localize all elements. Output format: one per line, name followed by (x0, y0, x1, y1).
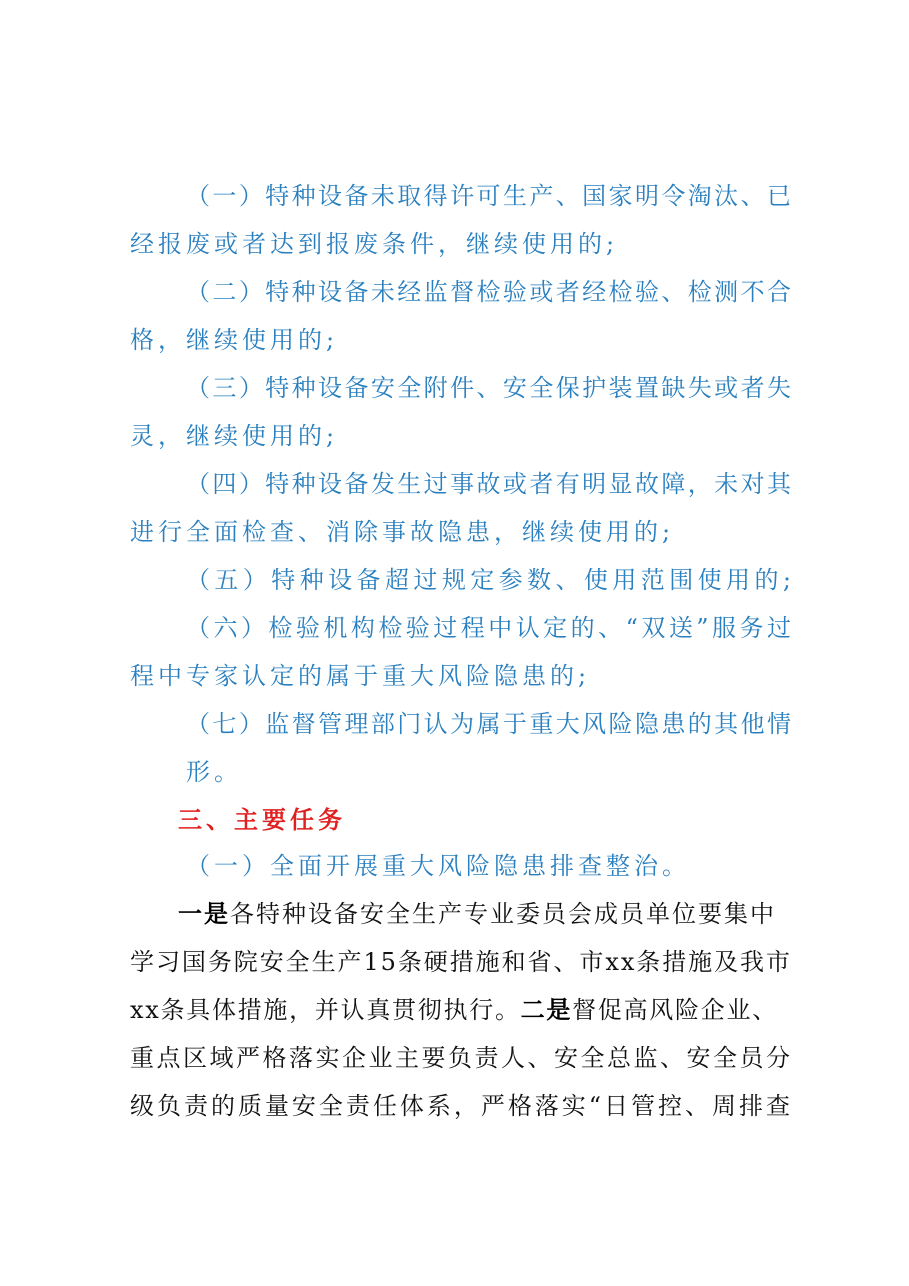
section-heading: 三、主要任务 (178, 805, 346, 834)
paragraph-text: 各特种设备安全生产专业委员会成员单位要集中 (230, 900, 776, 928)
list-item-5-line-1: （五）特种设备超过规定参数、使用范围使用的; (186, 566, 796, 594)
paragraph-line-3 (130, 986, 790, 1034)
paragraph-line-1 (178, 890, 790, 938)
paragraph-text: 督促高风险企业、 (572, 996, 778, 1024)
list-item-6-line-1: （六）检验机构检验过程中认定的、“双送”服务过 (186, 614, 795, 642)
list-item-2-line-1: （二）特种设备未经监督检验或者经检验、检测不合 (186, 278, 794, 306)
list-item-4-line-1: （四）特种设备发生过事故或者有明显故障，未对其 (186, 470, 794, 498)
paragraph-emphasis-one: 一是 (178, 899, 230, 928)
list-item-7-line-2: 形。 (186, 758, 242, 786)
paragraph-line-2: 学习国务院安全生产15条硬措施和省、市xx条措施及我市 (130, 948, 792, 976)
paragraph-line-5: 级负责的质量安全责任体系，严格落实“日管控、周排查 (130, 1092, 793, 1120)
list-item-2-line-2: 格，继续使用的; (130, 326, 339, 354)
list-item-1-line-2: 经报废或者达到报废条件，继续使用的; (130, 230, 619, 258)
subsection-heading: （一）全面开展重大风险隐患排查整治。 (186, 852, 690, 880)
list-item-6-line-2: 程中专家认定的属于重大风险隐患的; (130, 662, 591, 690)
paragraph-emphasis-two: 二是 (520, 995, 573, 1024)
paragraph-text: xx条具体措施，并认真贯彻执行。 (130, 996, 521, 1024)
list-item-1-line-1: （一）特种设备未取得许可生产、国家明令淘汰、已 (186, 182, 794, 210)
list-item-7-line-1: （七）监督管理部门认为属于重大风险隐患的其他情 (186, 710, 794, 738)
paragraph-line-4: 重点区域严格落实企业主要负责人、安全总监、安全员分 (130, 1044, 793, 1072)
list-item-3-line-2: 灵，继续使用的; (130, 422, 339, 450)
list-item-4-line-2: 进行全面检查、消除事故隐患，继续使用的; (130, 518, 675, 546)
list-item-3-line-1: （三）特种设备安全附件、安全保护装置缺失或者失 (186, 374, 794, 402)
